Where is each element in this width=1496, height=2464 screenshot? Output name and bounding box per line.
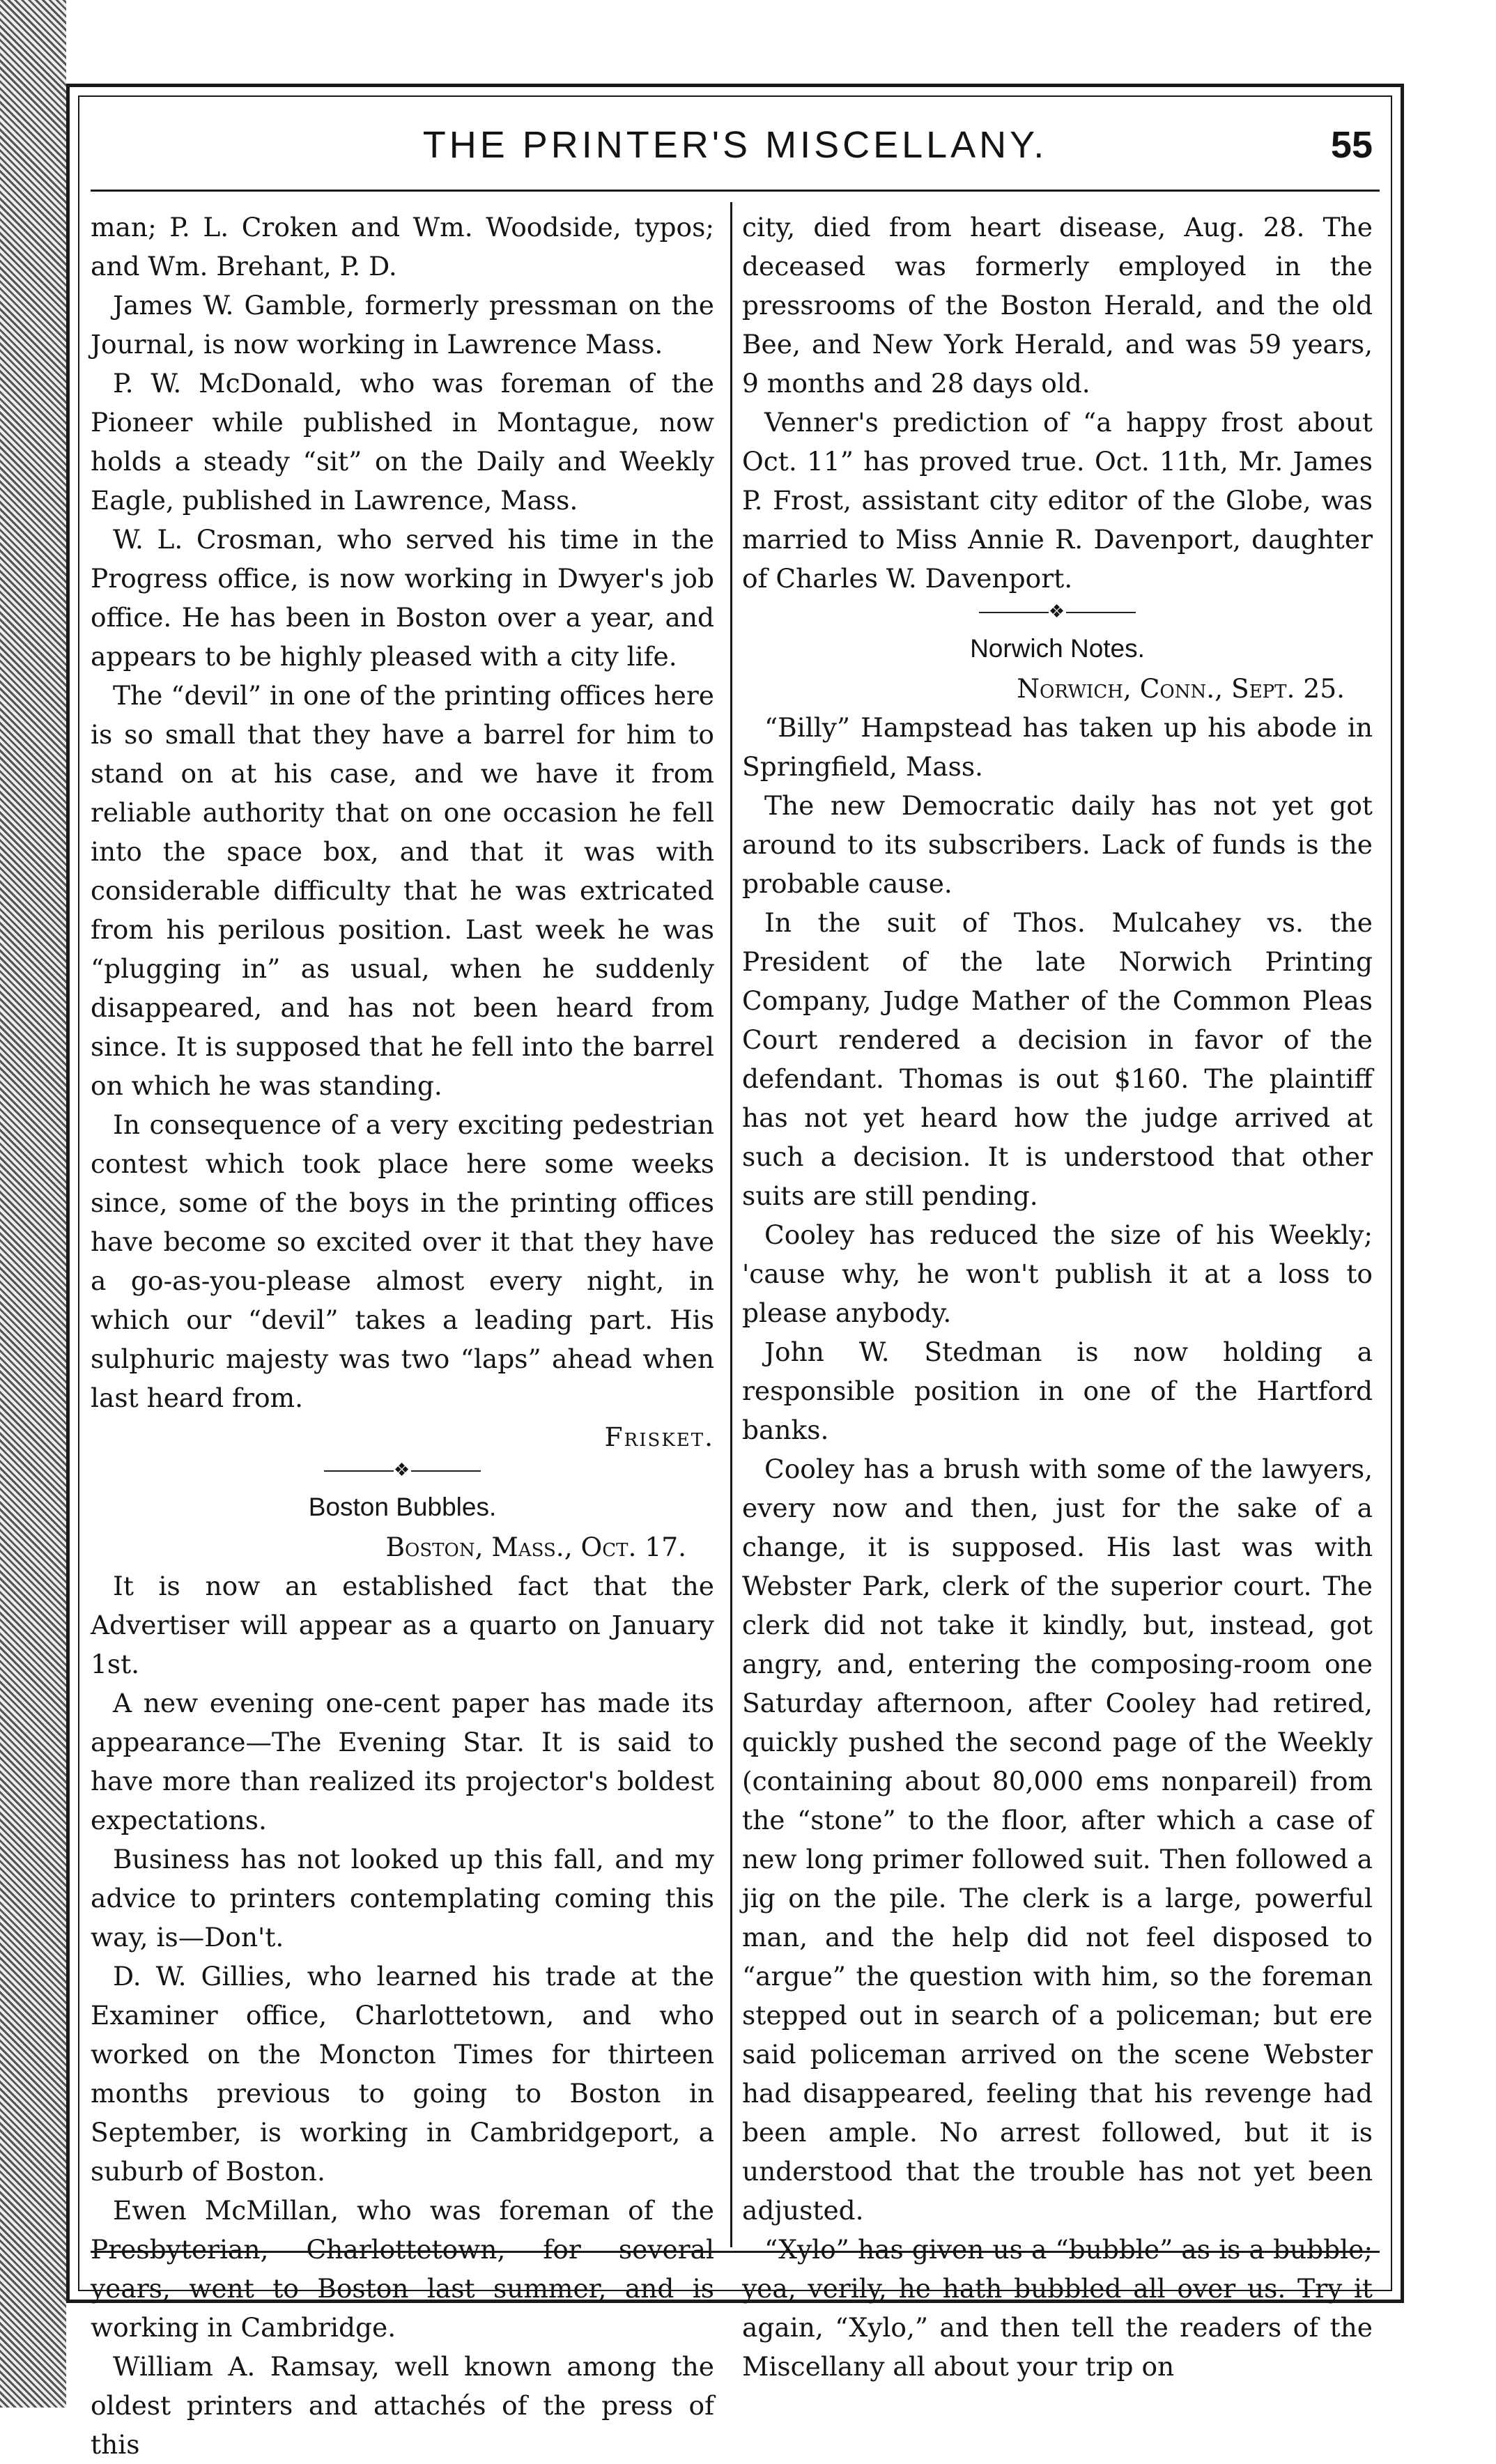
paragraph: In consequence of a very exciting pedestrian contest which took place here some weeks since, some of the boys in the printing offices have become so excited over it that they have a go-as-you-please almost every night, in which our “devil” takes a leading part. His sulphuric majesty was two “laps” ahead when last heard from. <box>91 1109 714 1413</box>
paragraph: D. W. Gillies, who learned his trade at the Examiner office, Charlottetown, and who worked on the Moncton Times for thirteen months previous to going to Boston in September, is working in Cambridgeport, a suburb of Boston. <box>91 1961 714 2187</box>
section-ornament: ❖ <box>91 1456 714 1484</box>
right-column <box>742 208 1373 2382</box>
paragraph: Cooley has reduced the size of his Weekly; 'cause why, he won't publish it at a loss to please anybody. <box>742 1219 1373 1328</box>
running-header <box>91 115 1380 178</box>
paragraph: man; P. L. Croken and Wm. Woodside, typos; and Wm. Brehant, P. D. <box>91 212 714 282</box>
paragraph: Ewen McMillan, who was foreman of the Presbyterian, Charlottetown, for several years, went to Boston last summer, and is working in Cambridge. <box>91 2195 714 2343</box>
column-rule <box>730 202 732 2247</box>
paragraph: Cooley has a brush with some of the lawyers, every now and then, just for the sake of a change, it is supposed. His last was with Webster Park, clerk of the superior court. The clerk did not take it kindly, but, instead, got angry, and, entering the composing-room one Saturday afternoon, after Cooley had retired, quickly pushed the second page of the Weekly (containing about 80,000 ems nonpareil) from the “stone” to the floor, after which a case of new long primer followed suit. Then followed a jig on the pile. The clerk is a large, powerful man, and the help did not feel disposed to “argue” the question with him, so the foreman stepped out in search of a policeman; but ere said policeman arrived on the scene Webster had disappeared, feeling that his revenge had been ample. No arrest followed, but it is understood that the trouble has not yet been adjusted. <box>742 1454 1373 2226</box>
paragraph: John W. Stedman is now holding a responsible position in one of the Hartford banks. <box>742 1337 1373 1445</box>
dateline: Boston, Mass., Oct. 17. <box>385 1532 686 1562</box>
paragraph: city, died from heart disease, Aug. 28. The deceased was formerly employed in the pressrooms of the Boston Herald, and the old Bee, and New York Herald, and was 59 years, 9 months and 28 days old. <box>742 212 1373 399</box>
book-spine-edge <box>0 0 66 2408</box>
paragraph: W. L. Crosman, who served his time in the Progress office, is now working in Dwyer's job office. He has been in Boston over a year, and appears to be highly pleased with a city life. <box>91 524 714 672</box>
paragraph: A new evening one-cent paper has made its appearance—The Evening Star. It is said to have more than realized its projector's boldest expectations. <box>91 1688 714 1835</box>
section-heading: Boston Bubbles. <box>308 1493 497 1521</box>
dateline: Norwich, Conn., Sept. 25. <box>1017 673 1345 704</box>
running-title: THE PRINTER'S MISCELLANY. <box>422 124 1048 166</box>
section-ornament: ❖ <box>742 598 1373 626</box>
paragraph: In the suit of Thos. Mulcahey vs. the President of the late Norwich Printing Company, Judge Mather of the Common Pleas Court rendered a decision in favor of the defendant. Thomas is out $160. The plaintiff has not yet heard how the judge arrived at such a decision. It is understood that other suits are still pending. <box>742 907 1373 1211</box>
paragraph: “Xylo” has given us a “bubble” as is a bubble; yea, verily, he hath bubbled all over us. Try it again, “Xylo,” and then tell the readers of the Miscellany all about your trip on <box>742 2234 1373 2382</box>
paragraph: Venner's prediction of “a happy frost about Oct. 11” has proved true. Oct. 11th, Mr. James P. Frost, assistant city editor of the Globe, was married to Miss Annie R. Davenport, daughter of Charles W. Davenport. <box>742 407 1373 594</box>
paragraph: William A. Ramsay, well known among the oldest printers and attachés of the press of this <box>91 2351 714 2460</box>
paragraph: The new Democratic daily has not yet got around to its subscribers. Lack of funds is the probable cause. <box>742 790 1373 899</box>
paragraph: The “devil” in one of the printing offices here is so small that they have a barrel for him to stand on at his case, and we have it from reliable authority that on one occasion he fell into the space box, and that it was with considerable difficulty that he was extricated from his perilous position. Last week he was “plugging in” as usual, when he suddenly disappeared, and has not been heard from since. It is supposed that he fell into the barrel on which he was standing. <box>91 680 714 1101</box>
paragraph: Business has not looked up this fall, and my advice to printers contemplating coming this way, is—Don't. <box>91 1844 714 1953</box>
correspondent-signature: Frisket. <box>604 1422 714 1452</box>
paragraph: James W. Gamble, formerly pressman on the Journal, is now working in Lawrence Mass. <box>91 290 714 360</box>
header-rule <box>91 190 1380 192</box>
paragraph: P. W. McDonald, who was foreman of the Pioneer while published in Montague, now holds a steady “sit” on the Daily and Weekly Eagle, published in Lawrence, Mass. <box>91 368 714 516</box>
section-heading: Norwich Notes. <box>970 634 1145 663</box>
left-column <box>91 208 714 2460</box>
page-number: 55 <box>1330 124 1373 166</box>
paragraph: “Billy” Hampstead has taken up his abode in Springfield, Mass. <box>742 712 1373 782</box>
paragraph: It is now an established fact that the Advertiser will appear as a quarto on January 1st. <box>91 1571 714 1679</box>
